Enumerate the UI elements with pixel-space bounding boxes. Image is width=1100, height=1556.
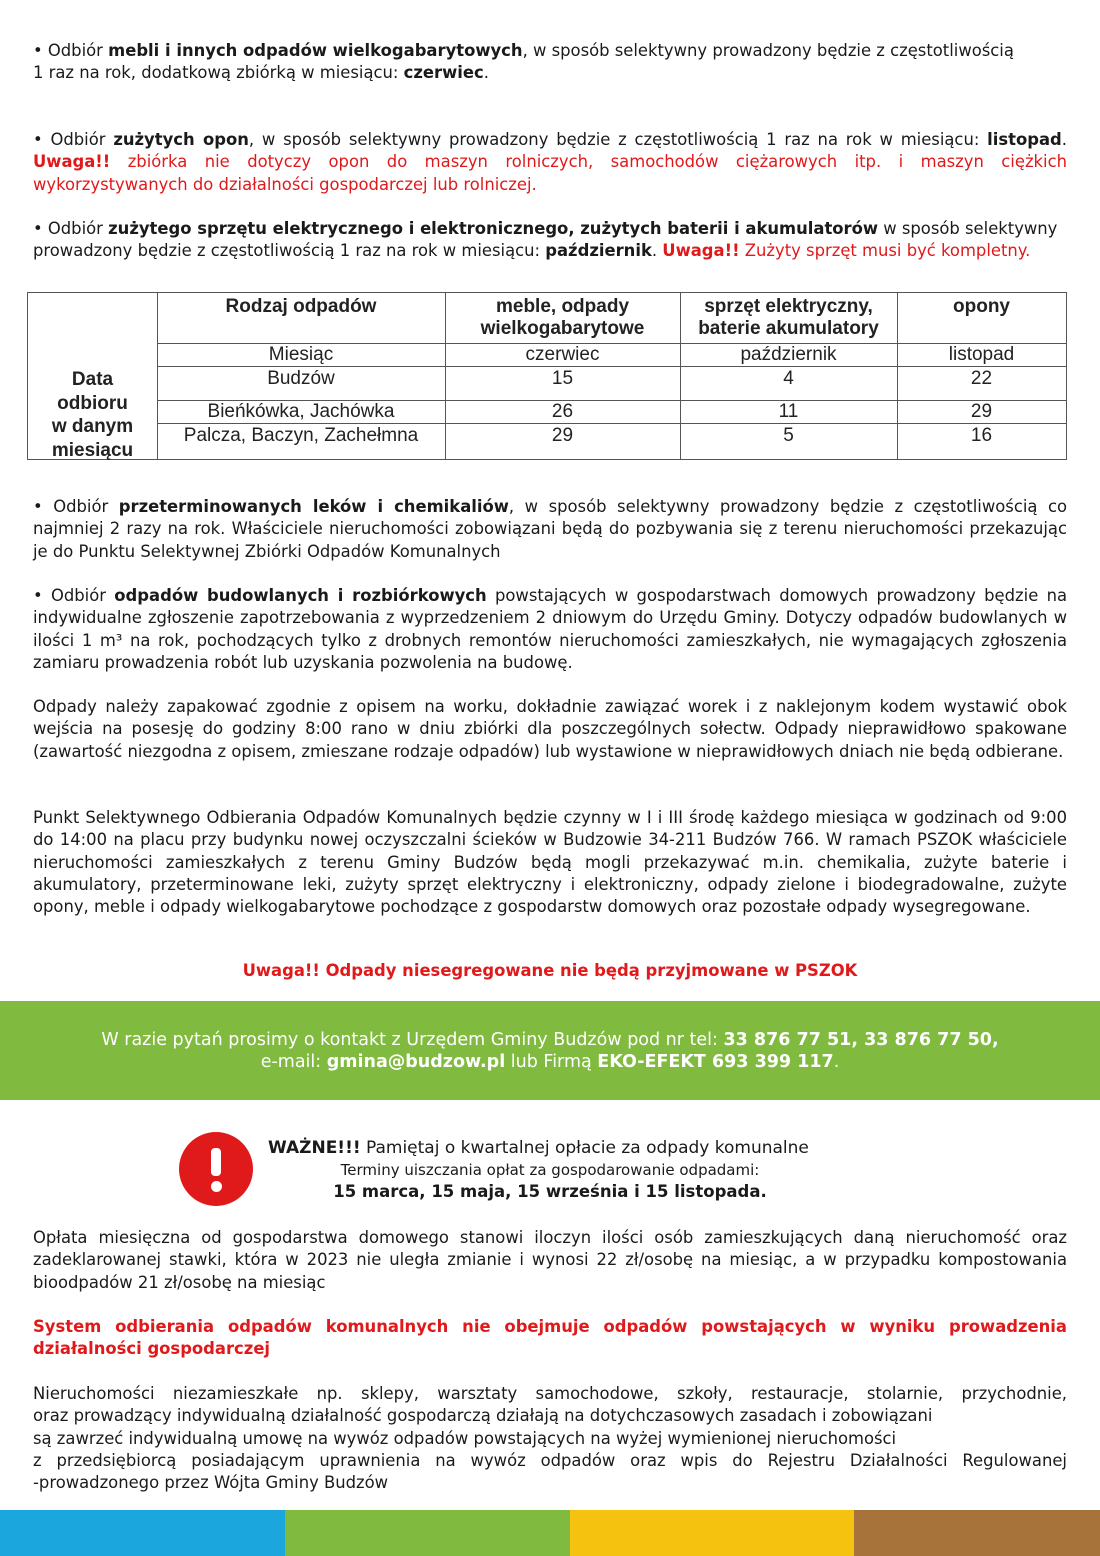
table-month: październik [740,344,837,365]
paragraph-packing: Odpady należy zapakować zgodnie z opisem na worku, dokładnie zawiązać worek i z naklejonym kodem wystawić obok wejścia na posesję do godziny 8:00 rano w dniu zbiórki dla poszczególnych sołectw. Odpady nieprawidłowo spakowane (zawartość niezgodna z opisem, zmieszane rodzaje odpadów) lub wystawione w nieprawidłowych dniach nie będą odbierane. [33,697,1067,761]
table-cell: 11 [778,401,799,422]
table-place: Budzów [267,368,335,389]
pszok-warning: Uwaga!! Odpady niesegregowane nie będą przyjmowane w PSZOK [242,961,858,980]
table-cell: 5 [783,425,794,446]
footer-stripe-blue [0,1510,285,1556]
table-month-label: Miesiąc [268,344,334,365]
paragraph-furniture: • Odbiór mebli i innych odpadów wielkogabarytowych, w sposób selektywny prowadzony będzie z częstotliwością 1 raz na rok, dodatkową zbiórką w miesiącu: czerwiec. [33,41,1014,83]
table-header-tires: opony [953,296,1010,317]
table-side-label: Data odbioru w danym miesiącu [51,369,134,461]
table-header-type: Rodzaj odpadów [225,296,377,317]
contact-line-2: e-mail: gmina@budzow.pl lub Firmą EKO-EFEKT 693 399 117. [260,1052,840,1072]
table-month: listopad [948,344,1015,365]
exclamation-icon [179,1132,253,1206]
paragraph-medicines: • Odbiór przeterminowanych leków i chemikaliów, w sposób selektywny prowadzony będzie z częstotliwością co najmniej 2 razy na rok. Właściciele nieruchomości zobowiązani będą do pozbywania się z terenu nieruchomości przekazując je do Punktu Selektywnej Zbiórki Odpadów Komunalnych [33,497,1067,561]
table-divider [157,366,1066,367]
table-month: czerwiec [525,344,600,365]
paragraph-tires: • Odbiór zużytych opon, w sposób selektywny prowadzony będzie z częstotliwością 1 raz na rok w miesiącu: listopad. Uwaga!! zbiórka nie dotyczy opon do maszyn rolniczych, samochodów ciężarowych itp. i maszyn ciężkich wykorzystywanych do działalności gospodarczej lub rolniczej. [33,130,1067,194]
paragraph-fee: Opłata miesięczna od gospodarstwa domowego stanowi iloczyn ilości osób zamieszkujących daną nieruchomość oraz zadeklarowanej stawki, która w 2023 nie uległa zmianie i wynosi 22 zł/osobę na miesiąc, a w przypadku kompostowania bioodpadów 21 zł/osobę na miesiąc [33,1228,1067,1292]
table-header-electronics: sprzęt elektryczny, baterie akumulatory [698,296,879,339]
footer-stripe-brown [854,1510,1100,1556]
paragraph-business-exclusion: System odbierania odpadów komunalnych nie obejmuje odpadów powstających w wyniku prowadzenia działalności gospodarczej [33,1317,1067,1359]
paragraph-construction: • Odbiór odpadów budowlanych i rozbiórkowych powstających w gospodarstwach domowych prowadzony będzie na indywidualne zgłoszenie zapotrzebowania z wyprzedzeniem 2 dniowym do Urzędu Gminy. Dotyczy odpadów budowlanych w ilości 1 m³ na rok, pochodzących tylko z drobnych remontów nieruchomości zamieszkałych, nie wymagających zgłoszenia zamiaru prowadzenia robót lub uzyskania pozwolenia na budowę. [33,586,1068,672]
important-notice-title: WAŻNE!!! Pamiętaj o kwartalnej opłacie za odpady komunalne [268,1138,809,1158]
table-cell: 15 [551,368,574,389]
footer-stripe-yellow [570,1510,854,1556]
table-place: Bieńkówka, Jachówka [207,401,395,422]
contact-band [0,1001,1100,1100]
payment-terms-label: Terminy uiszczania opłat za gospodarowanie odpadami: [340,1161,760,1179]
contact-line-1: W razie pytań prosimy o kontakt z Urzędem Gminy Budzów pod nr tel: 33 876 77 51, 33 876 77 50, [101,1030,999,1050]
contact-email: gmina@budzow.pl [326,1052,506,1072]
table-place: Palcza, Baczyn, Zachełmna [183,425,419,446]
table-header-furniture: meble, odpady wielkogabarytowe [480,296,645,339]
table-cell: 22 [970,368,993,389]
payment-dates: 15 marca, 15 maja, 15 września i 15 listopada. [333,1182,767,1201]
table-divider [157,423,1066,424]
table-cell: 29 [970,401,993,422]
paragraph-non-residential: Nieruchomości niezamieszkałe np. sklepy, warsztaty samochodowe, szkoły, restauracje, stolarnie, przychodnie, oraz prowadzący indywidualną działalność gospodarczą działają na dotychczasowych zasadach i zobowiązani są zawrzeć indywidualną umowę na wywóz odpadów powstających na wyżej wymienionej nieruchomości z przedsiębiorcą posiadającym uprawnienia na wywóz odpadów oraz wpis do Rejestru Działalności Regulowanej -prowadzonego przez Wójta Gminy Budzów [33,1384,1067,1493]
paragraph-pszok: Punkt Selektywnego Odbierania Odpadów Komunalnych będzie czynny w I i III środę każdego miesiąca w godzinach od 9:00 do 14:00 na placu przy budynku nowej oczyszczalni ścieków w Budzowie 34-211 Budzów 766. W ramach PSZOK właściciele nieruchomości zamieszkałych z terenu Gminy Budzów będą mogli przekazywać m.in. chemikalia, zużyte baterie i akumulatory, przeterminowane leki, zużyty sprzęt elektryczny i elektroniczny, odpady zielone i biodegradowalne, zużyte opony, meble i odpady wielkogabarytowe pochodzące z gospodarstw domowych oraz pozostałe odpady wysegregowane. [33,808,1067,917]
table-cell: 4 [783,368,794,389]
table-cell: 26 [551,401,574,422]
footer-stripe-green [285,1510,570,1556]
collection-schedule-table [27,292,1067,460]
table-cell: 29 [551,425,574,446]
paragraph-electronics: • Odbiór zużytego sprzętu elektrycznego i elektronicznego, zużytych baterii i akumulatorów w sposób selektywny prowadzony będzie z częstotliwością 1 raz na rok w miesiącu: październik. Uwaga!! Zużyty sprzęt musi być kompletny. [33,219,1058,261]
table-cell: 16 [970,425,993,446]
